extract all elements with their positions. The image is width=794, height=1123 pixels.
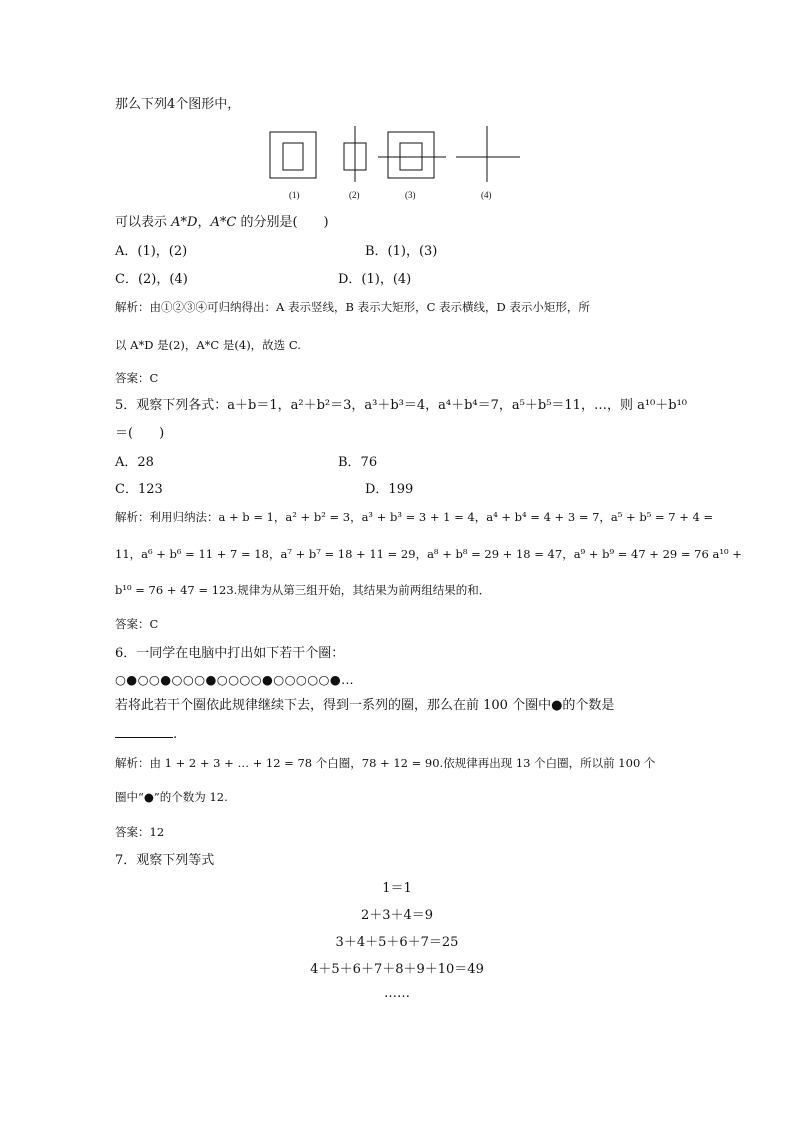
q5-option-d: D．199: [365, 482, 414, 497]
q4-analysis-line-1: 解析：由①②③④可归纳得出：A 表示竖线，B 表示大矩形，C 表示横线，D 表示小矩形，所: [115, 300, 590, 314]
q4-analysis-line-2: 以 A*D 是(2)，A*C 是(4)，故选 C.: [115, 338, 301, 352]
q6-analysis-line-2: 圈中“●”的个数为 12.: [115, 790, 228, 804]
figure-2: [344, 126, 366, 182]
q6-circle-sequence: ○●○○●○○○●○○○○●○○○○○●…: [115, 672, 355, 687]
q5-analysis-line-1: 解析：利用归纳法：a + b = 1，a² + b² = 3，a³ + b³ = 3 + 1 = 4，a⁴ + b⁴ = 4 + 3 = 7，a⁵ + b⁵ = 7 + 4 =: [115, 510, 714, 524]
q5-option-c: C．123: [115, 482, 163, 497]
q6-answer: 答案：12: [115, 825, 165, 839]
q7-equation-3: 3＋4＋5＋6＋7＝25: [335, 935, 459, 950]
q4-option-d: D．(1)，(4): [338, 272, 412, 287]
q6-answer-blank: .: [115, 725, 177, 743]
q5-option-a: A．28: [115, 455, 154, 470]
figure-3: [378, 132, 446, 178]
figure-label-4: (4): [481, 190, 492, 200]
q6-stem: 6．一同学在电脑中打出如下若干个圈：: [115, 646, 345, 661]
q7-equation-1: 1＝1: [382, 881, 412, 896]
q7-equation-4: 4＋5＋6＋7＋8＋9＋10＝49: [310, 962, 484, 977]
q4-answer: 答案：C: [115, 371, 159, 385]
figures-diagram: [260, 124, 540, 184]
figure-label-2: (2): [349, 190, 360, 200]
q5-analysis-line-3: b¹⁰ = 76 + 47 = 123.规律为从第三组开始，其结果为前两组结果的和．: [115, 583, 491, 597]
figure-1: [270, 132, 316, 178]
q5-answer: 答案：C: [115, 617, 159, 631]
answer-blank: [115, 725, 173, 738]
q7-equation-2: 2＋3＋4＝9: [360, 908, 434, 923]
q4-option-a: A．(1)，(2): [115, 244, 188, 259]
q5-analysis-line-2: 11，a⁶ + b⁶ = 11 + 7 = 18，a⁷ + b⁷ = 18 + 11 = 29，a⁸ + b⁸ = 29 + 18 = 47，a⁹ + b⁹ = 47 + 29 = 76 a¹⁰ +: [115, 547, 742, 561]
figure-label-1: (1): [289, 190, 300, 200]
q4-option-c: C．(2)，(4): [115, 272, 188, 287]
q4-stem: 可以表示 A*D，A*C 的分别是( ): [115, 215, 329, 230]
q4-option-b: B．(1)，(3): [365, 244, 438, 259]
intro-text: 那么下列4个图形中，: [115, 97, 241, 112]
q5-option-b: B．76: [338, 455, 378, 470]
q6-analysis-line-1: 解析：由 1 + 2 + 3 + … + 12 = 78 个白圈，78 + 12 = 90.依规律再出现 13 个白圈，所以前 100 个: [115, 756, 656, 770]
figure-4: [456, 126, 520, 182]
figure-label-3: (3): [405, 190, 416, 200]
q5-stem-line-1: 5．观察下列各式：a＋b＝1，a²＋b²＝3，a³＋b³＝4，a⁴＋b⁴＝7，a⁵＋b⁵＝11，…，则 a¹⁰＋b¹⁰: [115, 398, 688, 413]
q6-question-line: 若将此若干个圈依此规律继续下去，得到一系列的圈，那么在前 100 个圈中●的个数是: [115, 698, 615, 713]
q7-ellipsis: ……: [384, 986, 410, 1001]
q5-stem-line-2: ＝( ): [115, 426, 165, 441]
q7-stem: 7．观察下列等式: [115, 853, 215, 868]
